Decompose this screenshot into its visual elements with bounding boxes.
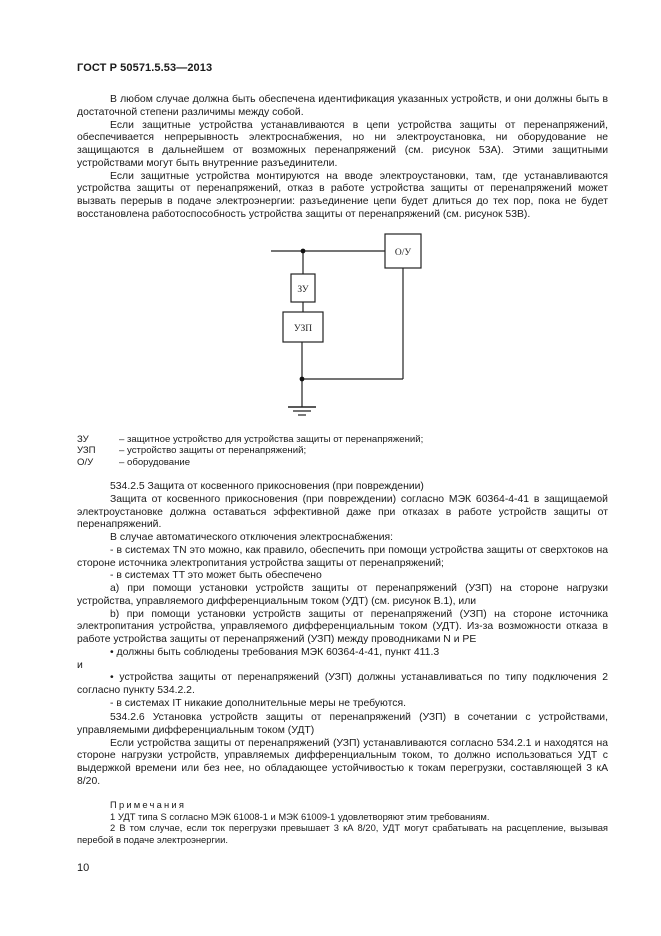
- list-item-dash: - в системах TT это может быть обеспечено: [110, 570, 322, 582]
- legend-item: ЗУ – защитное устройство для устройства защиты от перенапряжений;: [77, 434, 424, 445]
- diagram-legend: [77, 434, 608, 468]
- legend-item: УЗП – устройство защиты от перенапряжений;: [77, 445, 307, 457]
- section-title: 534.2.5 Защита от косвенного прикосновения (при повреждении): [110, 481, 424, 492]
- notes-block: [77, 799, 608, 845]
- list-item-bullet: • устройства защиты от перенапряжений (УЗП) должны устанавливаться по типу подключения 2 согласно пункту 534.2.2.: [77, 672, 608, 696]
- list-item-bullet: • должны быть соблюдены требования МЭК 60364-4-41, пункт 411.3: [110, 646, 440, 658]
- paragraph: Если устройства защиты от перенапряжений (УЗП) устанавливаются согласно 534.2.1 и находятся на стороне нагрузки устройств, управляемых дифференциальным током, то должно использоваться УДТ с выдержкой времени или без нее, но обладающее устойчивостью к токам перегрузки, составляющей 3 кА 8/20.: [77, 737, 608, 787]
- junction-node: [300, 377, 305, 382]
- list-item-dash: - в системах TN это можно, как правило, обеспечить при помощи устройства защиты от сверхтоков на стороне источника электропитания устройства защиты от перенапряжений;: [77, 544, 608, 569]
- paragraph: Защита от косвенного прикосновения (при повреждении) согласно МЭК 60364-4-41 в защищаемой электроустановке должна оставаться эффективной даже при отказах в работе устройств защиты от перенапряжений.: [77, 493, 608, 531]
- uzp-label: УЗП: [293, 324, 313, 334]
- junction-node: [301, 249, 306, 254]
- paragraph: В любом случае должна быть обеспечена идентификация указанных устройств, и они должны быть в достаточной степени различимы между собой.: [77, 94, 608, 118]
- document-header: ГОСТ Р 50571.5.53—2013: [77, 62, 213, 74]
- note-item: 1 УДТ типа S согласно МЭК 61008-1 и МЭК 61009-1 удовлетворяют этим требованиям.: [110, 810, 490, 822]
- section-534-2-6: [77, 712, 608, 789]
- list-item-dash: - в системах IT никакие дополнительные меры не требуются.: [110, 697, 406, 709]
- note-item: 2 В том случае, если ток перегрузки превышает 3 кА 8/20, УДТ могут срабатывать на расцепление, вызывая перебой в подаче электроэнергии.: [77, 822, 608, 845]
- ou-label: О/У: [394, 248, 412, 258]
- zu-label: ЗУ: [297, 285, 309, 295]
- conjunction: и: [77, 659, 83, 671]
- circuit-diagram: [0, 0, 661, 430]
- list-item-a: а) при помощи установки устройств защиты от перенапряжений (УЗП) на стороне нагрузки устройства, управляемого дифференциальным током (УДТ) (см. рисунок В.1), или: [77, 583, 608, 607]
- page-number: 10: [77, 862, 90, 874]
- section-title: 534.2.6 Установка устройств защиты от перенапряжений (УЗП) в сочетании с устройствами, управляемыми дифференциальным током (УДТ): [77, 712, 608, 736]
- paragraph: Если защитные устройства монтируются на вводе электроустановки, там, где устанавливаются устройства защиты от перенапряжений, отказ в работе устройства защиты от перенапряжений может вызвать перерыв в подаче электроэнергии: разъединение цепи будет длиться до тех пор, пока не будет восстановлена работоспособность устройства защиты от перенапряжений (см. рисунок 53В).: [77, 170, 608, 220]
- legend-item: О/У – оборудование: [77, 456, 191, 468]
- list-item-b: b) при помощи установки устройств защиты от перенапряжений (УЗП) на стороне источника электропитания устройства, управляемого дифференциальным током (УДТ). Из-за возможности отказа в работе устройства защиты от перенапряжений (УЗП) между проводниками N и PE: [77, 608, 608, 645]
- paragraph: В случае автоматического отключения электроснабжения:: [110, 532, 394, 543]
- section-534-2-5: [77, 481, 608, 711]
- paragraph: Если защитные устройства устанавливаются в цепи устройства защиты от перенапряжений, обеспечивается непрерывность электроснабжения, но ни электроустановка, ни оборудование не защищаются в дальнейшем от возможных перенапряжений (см. рисунок 53А). Этими защитными устройствами могут быть внутренние разъединители.: [77, 119, 608, 169]
- notes-heading: Примечания: [110, 799, 187, 810]
